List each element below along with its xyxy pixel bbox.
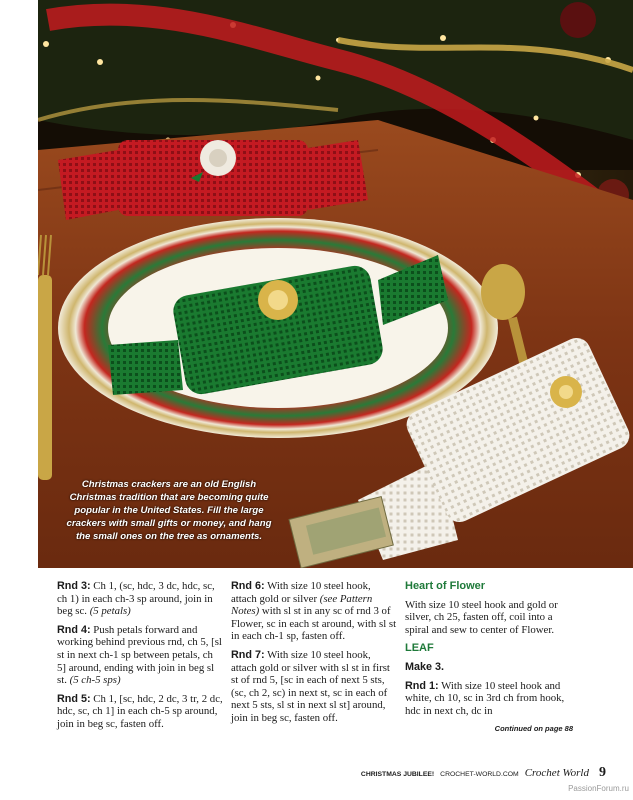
rnd-3-label: Rnd 3: <box>57 580 91 592</box>
rnd-1-label: Rnd 1: <box>405 679 439 692</box>
rnd-5-paragraph <box>57 693 223 731</box>
magazine-issue: CHRISTMAS JUBILEE! <box>360 771 435 778</box>
rnd-6-text-a: With size 10 steel hook, attach gold or silver <box>231 580 371 605</box>
rnd-4-note: (5 ch-5 sps) <box>69 674 121 687</box>
brand-name: Crochet World <box>524 767 589 779</box>
rnd-3-paragraph <box>57 580 223 618</box>
page-footer <box>361 765 606 781</box>
rnd-1-text: With size 10 steel hook and white, ch 10, sc in 3rd ch from hook, hdc in next ch, dc in <box>405 679 565 717</box>
website-link[interactable]: CROCHET-WORLD.COM <box>440 771 519 778</box>
rnd-1-paragraph <box>405 680 573 718</box>
rnd-7-label: Rnd 7: <box>231 648 265 661</box>
make-count <box>405 661 573 674</box>
rnd-6-paragraph <box>231 580 397 643</box>
christmas-crackers-photo <box>38 0 633 568</box>
rnd-7-text: With size 10 steel hook, attach gold or silver with sl st in first st of rnd 5, [sc in each of next 5 sts, (sc, ch 2, sc) in next st, sc in each of next 5 sts, sl st in next sl st] around, join in beg sc, fasten off. <box>231 648 390 724</box>
rnd-3-text: Ch 1, (sc, hdc, 3 dc, hdc, sc, ch 1) in each ch-3 sp around, join in beg sc. <box>57 580 215 618</box>
rnd-6-label: Rnd 6: <box>231 580 265 592</box>
heart-of-flower-text: With size 10 steel hook and gold or silver, ch 25, fasten off, coil into a spiral and sew to center of Flower. <box>405 598 558 636</box>
rnd-3-note: (5 petals) <box>89 605 131 618</box>
rnd-5-text: Ch 1, [sc, hdc, 2 dc, 3 tr, 2 dc, hdc, sc, ch 1] in each ch-5 sp around, join in beg sc, fasten off. <box>57 692 223 730</box>
rnd-6-text-b: with sl st in any sc of rnd 3 of Flower, sc in each st around, with sl st in each ch-1 sp, fasten off. <box>231 605 397 643</box>
rnd-4-text: Push petals forward and working behind previous rnd, ch 5, [sl st in next ch-1 sp between petals, ch 5] around, ending with join in beg sl st. <box>57 623 222 687</box>
rnd-7-paragraph <box>231 649 397 725</box>
page-number: 9 <box>599 765 606 780</box>
instructions-column-1 <box>57 580 223 737</box>
photo-caption: Christmas crackers are an old English Christmas tradition that are becoming quite popular in the United States. Fill the large crackers with small gifts or money, and hang the small ones on the tree as ornaments. <box>66 479 272 542</box>
rnd-4-paragraph <box>57 624 223 687</box>
leaf-heading: LEAF <box>405 642 434 655</box>
heart-of-flower-heading: Heart of Flower <box>405 580 486 592</box>
rnd-5-label: Rnd 5: <box>57 692 91 705</box>
continued-note: Continued on page 88 <box>494 724 573 734</box>
watermark: PassionForum.ru <box>568 784 629 793</box>
rnd-6-note: (see Pattern Notes) <box>231 592 373 618</box>
rnd-4-label: Rnd 4: <box>57 623 91 636</box>
instructions-column-2 <box>231 580 397 731</box>
make-count-text: Make 3. <box>405 660 445 673</box>
instructions-column-3 <box>405 580 573 736</box>
